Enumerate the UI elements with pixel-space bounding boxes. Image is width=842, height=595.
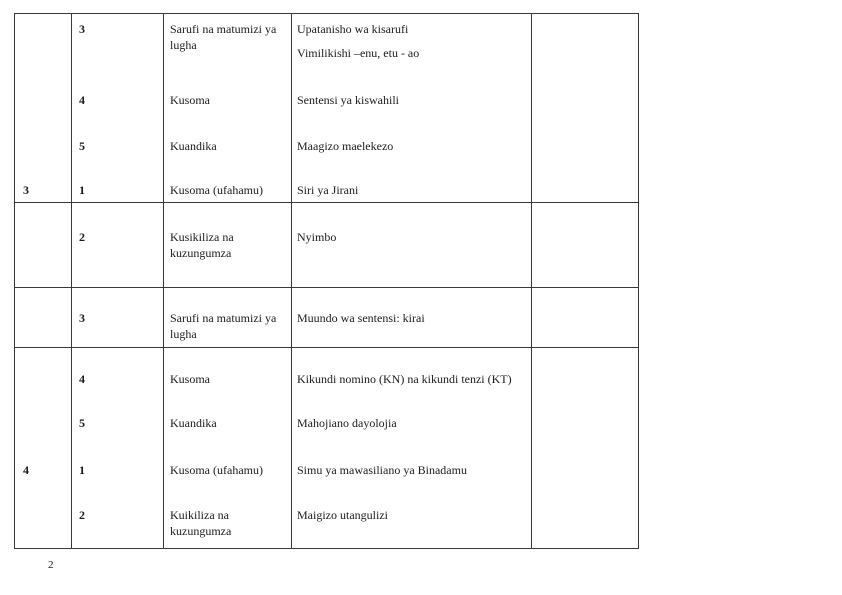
lesson-cell [72,203,164,287]
empty-cell [532,348,638,548]
lesson-content [297,92,527,108]
content-line: Vimilikishi –enu, etu - ao [297,46,420,60]
empty-cell [532,14,638,202]
lesson-content [297,371,527,387]
content-line: Sentensi ya kiswahili [297,93,399,107]
page-number: 2 [48,559,54,571]
table-band [15,288,638,348]
content-cell [292,203,532,287]
lesson-number: 4 [79,372,85,386]
content-line: Siri ya Jirani [297,183,359,197]
lesson-content [297,462,527,478]
lesson-number: 3 [79,22,85,36]
content-line: Upatanisho wa kisarufi [297,22,409,36]
week-cell [15,348,72,548]
lesson-topic: Kuandika [170,416,217,430]
empty-cell [532,203,638,287]
week-number: 4 [23,463,29,477]
lesson-topic: Kuandika [170,139,217,153]
lesson-number: 1 [79,463,85,477]
week-cell [15,14,72,202]
lesson-content [297,229,527,245]
lesson-number: 2 [79,230,85,244]
lesson-topic: Kusoma (ufahamu) [170,183,263,197]
empty-cell [532,288,638,347]
content-line: Nyimbo [297,230,337,244]
lesson-number: 5 [79,416,85,430]
lesson-cell [72,288,164,347]
content-line: Muundo wa sentensi: kirai [297,311,425,325]
lesson-topic: Kusoma (ufahamu) [170,463,263,477]
lesson-number: 4 [79,93,85,107]
content-line: Simu ya mawasiliano ya Binadamu [297,463,467,477]
content-line: Maigizo utangulizi [297,508,388,522]
week-cell [15,203,72,287]
lesson-topic: Kusoma [170,93,210,107]
lesson-content [297,415,527,431]
lesson-content [297,182,527,198]
lesson-topic: Sarufi na matumizi ya lugha [170,22,277,52]
table-band [15,14,638,203]
table-band [15,203,638,288]
lesson-number: 3 [79,311,85,325]
lesson-number: 2 [79,508,85,522]
content-line: Maagizo maelekezo [297,139,394,153]
lesson-topic: Sarufi na matumizi ya lugha [170,311,277,341]
lesson-topic: Kuikiliza na kuzungumza [170,508,232,538]
lesson-cell [72,14,164,202]
table-band [15,348,638,548]
scheme-of-work-table [14,13,639,549]
lesson-cell [72,348,164,548]
lesson-topic: Kusoma [170,372,210,386]
lesson-content [297,138,527,154]
lesson-number: 1 [79,183,85,197]
content-line: Mahojiano dayolojia [297,416,397,430]
lesson-content [297,507,527,523]
lesson-content [297,310,527,326]
content-line: Kikundi nomino (KN) na kikundi tenzi (KT) [297,372,512,386]
lesson-topic: Kusikiliza na kuzungumza [170,230,234,260]
week-number: 3 [23,183,29,197]
lesson-number: 5 [79,139,85,153]
week-cell [15,288,72,347]
lesson-content [297,21,527,61]
